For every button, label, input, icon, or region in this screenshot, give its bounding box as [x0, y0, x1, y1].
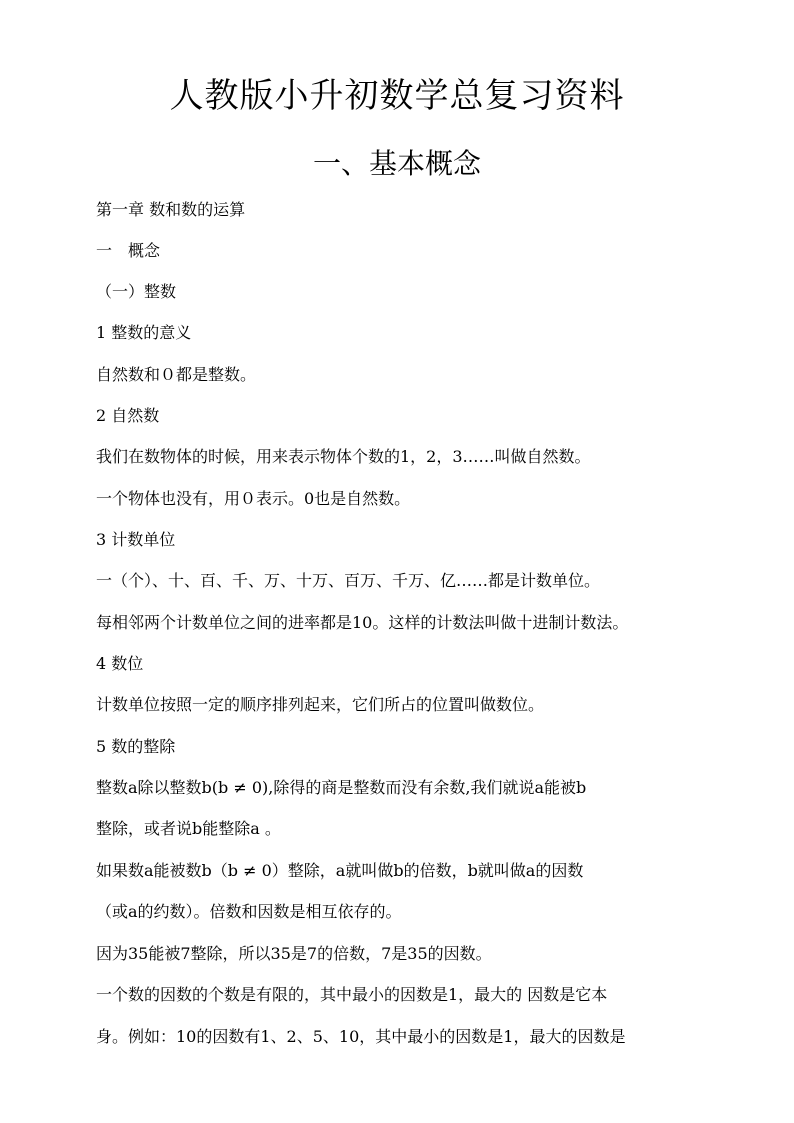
item-heading: 2 自然数: [96, 406, 160, 425]
chapter-heading: 第一章 数和数的运算: [96, 200, 246, 219]
section-title: 一、基本概念: [312, 147, 481, 180]
body-text: 每相邻两个计数单位之间的进率都是10。这样的计数法叫做十进制计数法。: [96, 613, 629, 632]
body-text: 一个物体也没有，用０表示。0也是自然数。: [96, 489, 411, 508]
item-heading: 5 数的整除: [96, 737, 176, 756]
body-text: 身。例如：10的因数有1、2、5、10，其中最小的因数是1，最大的因数是: [96, 1027, 626, 1046]
item-heading: 4 数位: [96, 654, 144, 673]
body-text: 我们在数物体的时候，用来表示物体个数的1，2，3……叫做自然数。: [96, 447, 591, 466]
body-text: 计数单位按照一定的顺序排列起来，它们所占的位置叫做数位。: [96, 695, 545, 714]
subsection-heading: 一 概念: [96, 241, 161, 260]
body-text: 整除，或者说b能整除a 。: [96, 819, 281, 838]
body-text: 自然数和０都是整数。: [96, 365, 257, 384]
body-text: 一个数的因数的个数是有限的，其中最小的因数是1，最大的 因数是它本: [96, 985, 608, 1004]
body-text: 如果数a能被数b（b ≠ 0）整除，a就叫做b的倍数，b就叫做a的因数: [96, 861, 584, 880]
document-title: 人教版小升初数学总复习资料: [169, 76, 625, 116]
item-heading: 3 计数单位: [96, 530, 176, 549]
body-text: 因为35能被7整除，所以35是7的倍数，7是35的因数。: [96, 944, 492, 963]
body-text: 整数a除以整数b(b ≠ 0),除得的商是整数而没有余数,我们就说a能被b: [96, 778, 587, 797]
body-text: 一（个）、十、百、千、万、十万、百万、千万、亿……都是计数单位。: [96, 571, 601, 590]
subsection-heading: （一）整数: [96, 282, 177, 301]
body-text: （或a的约数）。倍数和因数是相互依存的。: [96, 902, 402, 921]
item-heading: 1 整数的意义: [96, 323, 192, 342]
